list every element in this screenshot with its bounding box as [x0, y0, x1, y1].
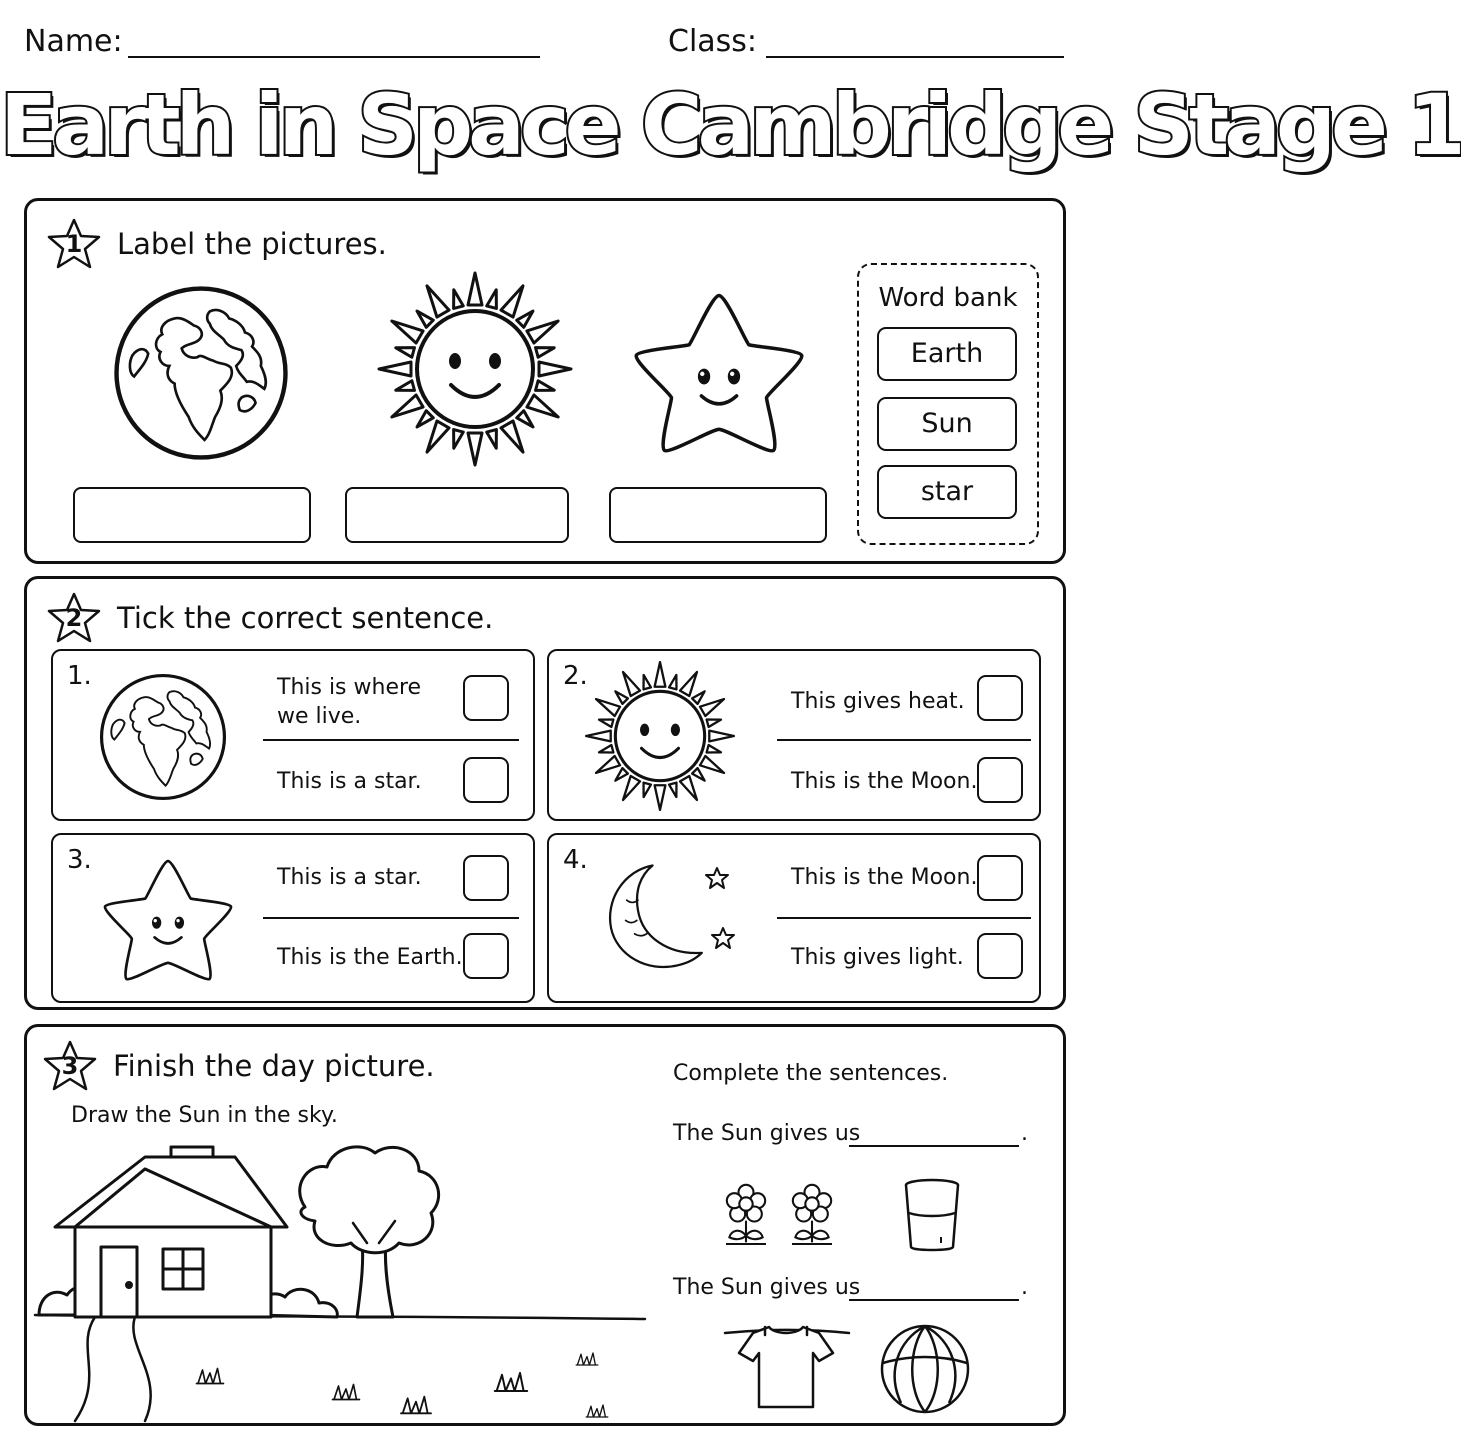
sentence-1: The Sun gives us — [673, 1121, 861, 1146]
card-number: 2. — [563, 661, 588, 691]
section-number-star-icon — [45, 217, 103, 271]
sentence-1-blank[interactable] — [849, 1145, 1019, 1147]
word-bank — [857, 263, 1039, 545]
tick-box[interactable] — [977, 855, 1023, 901]
word-bank-word: Earth — [877, 327, 1017, 381]
option-text: This is the Moon. — [791, 865, 978, 890]
option-text: This is the Earth. — [277, 945, 463, 970]
sentence-1-period: . — [1021, 1121, 1028, 1146]
section-2-header — [45, 591, 493, 645]
option-divider — [263, 739, 519, 741]
small-star-icon — [711, 927, 735, 951]
beach-ball-icon — [879, 1323, 971, 1415]
section-2-number: 2 — [65, 604, 83, 632]
class-label: Class: — [668, 24, 758, 59]
tick-card-3 — [51, 833, 535, 1003]
tick-box[interactable] — [977, 757, 1023, 803]
section-3-number: 3 — [61, 1052, 79, 1080]
sun-icon — [583, 659, 737, 813]
star-icon — [101, 853, 235, 987]
section-3-header — [41, 1039, 435, 1093]
flower-icon — [721, 1179, 771, 1249]
option-text: This is a star. — [277, 769, 422, 794]
card-number: 3. — [67, 845, 92, 875]
card-number: 1. — [67, 661, 92, 691]
sun-icon — [375, 269, 575, 469]
sun-label-box[interactable] — [345, 487, 569, 543]
option-text: This gives heat. — [791, 689, 965, 714]
option-divider — [263, 917, 519, 919]
section-1-title: Label the pictures. — [117, 227, 387, 261]
name-field[interactable] — [128, 56, 540, 58]
class-field[interactable] — [766, 56, 1064, 58]
section-2-title: Tick the correct sentence. — [117, 601, 494, 635]
name-label: Name: — [24, 24, 123, 59]
complete-title: Complete the sentences. — [673, 1061, 949, 1086]
word-bank-word: star — [877, 465, 1017, 519]
tick-box[interactable] — [977, 933, 1023, 979]
option-text: This gives light. — [791, 945, 964, 970]
page-title: Earth in Space Cambridge Stage 1 — [0, 76, 1461, 174]
option-divider — [777, 917, 1031, 919]
section-2-panel — [24, 576, 1066, 1010]
option-text: This is the Moon. — [791, 769, 978, 794]
sentence-2-period: . — [1021, 1275, 1028, 1300]
sentence-2: The Sun gives us — [673, 1275, 861, 1300]
earth-icon — [113, 285, 289, 461]
earth-icon — [99, 673, 227, 801]
card-number: 4. — [563, 845, 588, 875]
section-3-title: Finish the day picture. — [113, 1049, 435, 1083]
star-icon — [631, 285, 807, 461]
day-picture-scene[interactable] — [35, 1147, 655, 1421]
tick-card-1 — [51, 649, 535, 821]
word-bank-word: Sun — [877, 397, 1017, 451]
star-label-box[interactable] — [609, 487, 827, 543]
section-1-header — [45, 217, 387, 271]
option-divider — [777, 739, 1031, 741]
tick-card-4 — [547, 833, 1041, 1003]
word-bank-title: Word bank — [878, 283, 1018, 313]
option-text: This is where we live. — [277, 675, 422, 729]
section-1-panel — [24, 198, 1066, 564]
tick-box[interactable] — [463, 675, 509, 721]
section-1-number: 1 — [65, 230, 83, 258]
section-3-panel — [24, 1024, 1066, 1426]
option-text: This is a star. — [277, 865, 422, 890]
draw-instruction: Draw the Sun in the sky. — [71, 1103, 338, 1128]
tick-box[interactable] — [463, 855, 509, 901]
section-number-star-icon — [41, 1039, 99, 1093]
sentence-2-blank[interactable] — [849, 1299, 1019, 1301]
tick-box[interactable] — [463, 757, 509, 803]
earth-label-box[interactable] — [73, 487, 311, 543]
tick-card-2 — [547, 649, 1041, 821]
tick-box[interactable] — [977, 675, 1023, 721]
section-number-star-icon — [45, 591, 103, 645]
tshirt-on-line-icon — [725, 1323, 849, 1411]
tick-box[interactable] — [463, 933, 509, 979]
moon-icon — [601, 851, 713, 983]
flower-icon — [787, 1179, 837, 1249]
water-glass-icon — [901, 1177, 963, 1255]
small-star-icon — [705, 867, 729, 891]
